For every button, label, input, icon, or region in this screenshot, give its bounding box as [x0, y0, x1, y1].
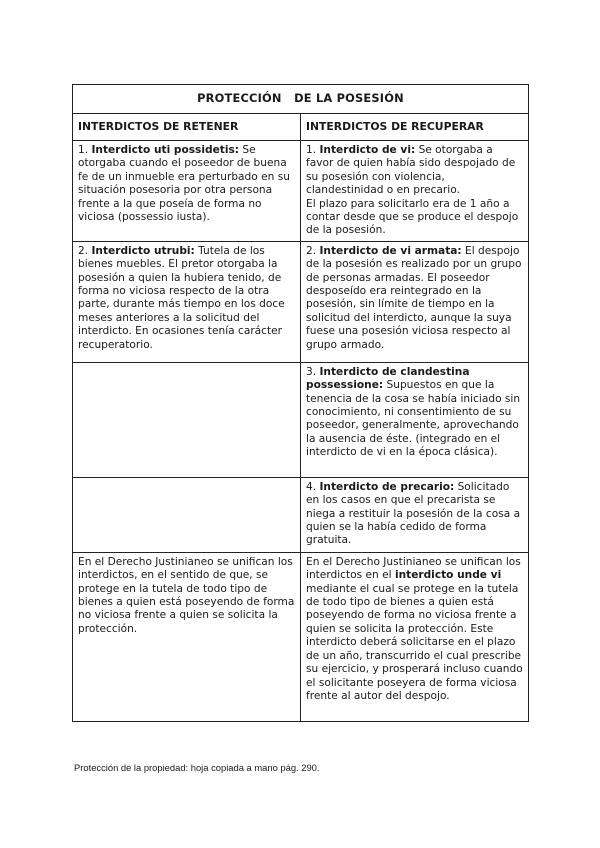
cell-justinianeo-recuperar — [301, 552, 529, 721]
desc-utrubi: Tutela de los bienes muebles. El pretor otorgaba la posesión a quien la hubiera tenido, de forma no viciosa respecto de la otra parte, durante más tiempo en los doce meses anteriores a la solicitud del interdicto. En ocasiones tenía carácter recuperatorio. — [78, 244, 285, 351]
desc-uti-possidetis: Se otorgaba cuando el poseedor de buena fe de un inmueble era perturbado en su situación posesoria por otra persona frente a la que poseía de forma no viciosa (possessio iusta). — [78, 144, 290, 224]
cell-precario — [301, 477, 529, 552]
posesion-table — [72, 84, 529, 722]
table-row — [73, 362, 529, 477]
desc-precario: Solicitado en los casos en que el precarista se niega a restituir la posesión de la cosa a quien se la había cedido de forma gratuita. — [306, 480, 521, 547]
cell-utrubi — [73, 241, 301, 362]
table-row — [73, 552, 529, 721]
cell-vi-armata — [301, 241, 529, 362]
desc-de-vi: Se otorgaba a favor de quien había sido despojado de su posesión con violencia, clandestinidad o en precario. — [306, 144, 516, 197]
term-unde-vi: interdicto unde vi — [394, 569, 502, 582]
term-utrubi: Interdicto utrubi: — [91, 244, 195, 257]
header-retener — [73, 114, 301, 141]
header-recuperar — [301, 114, 529, 141]
cell-clandestina — [301, 362, 529, 477]
cell-empty-3 — [73, 362, 301, 477]
header-retener-text: INTERDICTOS DE RETENER — [78, 120, 239, 134]
footer-caption: Protección de la propiedad: hoja copiada a mano pág. 290. — [74, 762, 320, 773]
cell-de-vi — [301, 141, 529, 242]
term-uti-possidetis: Interdicto uti possidetis: — [91, 144, 240, 156]
cell-empty-4 — [73, 477, 301, 552]
desc-justinianeo-intro: En el Derecho Justinianeo se unifican los interdictos en el — [306, 555, 521, 582]
header-recuperar-text: INTERDICTOS DE RECUPERAR — [306, 120, 484, 134]
table-row — [73, 477, 529, 552]
item-number: 1. — [306, 144, 320, 156]
desc-clandestina: Supuestos en que la tenencia de la cosa se había iniciado sin conocimiento, ni consentimiento de su poseedor, generalmente, aprovechando la ausencia de éste. (integrado en el interdicto de vi en la época clásica). — [306, 379, 521, 459]
desc-de-vi-plazo: El plazo para solicitarlo era de 1 año a contar desde que se produce el despojo de la posesión. — [306, 197, 519, 237]
item-number: 4. — [306, 480, 320, 493]
table-row — [73, 141, 529, 242]
term-precario: Interdicto de precario: — [319, 480, 455, 493]
item-number: 3. — [306, 365, 320, 378]
item-number: 2. — [306, 244, 320, 257]
cell-justinianeo-retener — [73, 552, 301, 721]
term-clandestina: Interdicto de clandestina possessione: — [306, 365, 470, 392]
table-title — [73, 85, 529, 114]
term-vi-armata: Interdicto de vi armata: — [319, 244, 462, 257]
cell-uti-possidetis — [73, 141, 301, 242]
item-number: 2. — [78, 244, 92, 257]
desc-vi-armata: El despojo de la posesión es realizado por un grupo de personas armadas. El poseedor desposeído era reintegrado en la posesión, sin límite de tiempo en la solicitud del interdicto, aunque la suya fuese una posesión viciosa respecto al grupo armado. — [306, 244, 522, 351]
table-row — [73, 241, 529, 362]
table-title-text: PROTECCIÓN DE LA POSESIÓN — [197, 91, 404, 106]
desc-justinianeo-retener: En el Derecho Justinianeo se unifican los interdictos, en el sentido de que, se protege en la tutela de todo tipo de bienes a quien está poseyendo de forma no viciosa frente a quien se solicita la protección. — [78, 555, 295, 635]
term-de-vi: Interdicto de vi: — [319, 144, 416, 156]
item-number: 1. — [78, 144, 92, 156]
desc-justinianeo-recuperar: mediante el cual se protege en la tutela de todo tipo de bienes a quien está poseyendo de forma no viciosa frente a quien se solicita la protección. Este interdicto deberá solicitarse en el plazo de un año, transcurrido el cual prescribe su ejercicio, y prosperará incluso cuando el solicitante poseyera de forma viciosa frente al autor del despojo. — [306, 582, 523, 702]
